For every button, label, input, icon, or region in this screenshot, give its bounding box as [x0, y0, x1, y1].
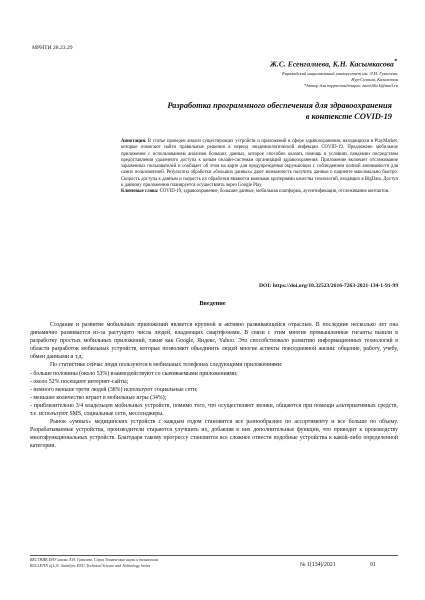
corresponding-mark: *: [393, 58, 397, 65]
paragraph: По статистике сейчас люди пользуются в мобильных телефонах следующими приложениями:: [50, 362, 283, 369]
authors: [270, 58, 397, 69]
affiliation-line: *Автор для корреспонденции: zami18a.k@mail.ru: [303, 83, 398, 89]
affiliation-line: Евразийский национальный университет им. Л.Н. Гумилева,: [282, 71, 398, 76]
affiliation: [262, 71, 398, 89]
abstract-label: Аннотация.: [121, 139, 147, 144]
affiliation-line: Нур-Султан, Казахстан: [351, 77, 398, 83]
list-item: - приблизительно 3/4 владельцев мобильных устройств, помимо того, что осуществляют звонки, общаются при помощи альтернативных средств, т.е. используют SMS, социальные сети, мессенджеры.: [30, 402, 398, 418]
page-number: 91: [370, 562, 376, 568]
title-line: Разработка программного обеспечения для здравоохранения: [167, 101, 392, 110]
journal-name-line: ВЕСТНИК ЕНУ имени Л.Н. Гумилева. Серия Технические науки и технологии: [30, 558, 159, 562]
footer-divider: [30, 555, 398, 556]
keywords-text: COVID-19, здравоохранение, большие данные, мобильная платформа, аутентификация, отслеживание контактов.: [159, 189, 390, 195]
title-line: в контексте COVID-19: [305, 111, 392, 121]
keywords-label: Ключевые слова:: [121, 189, 159, 195]
paper-title: [32, 101, 392, 122]
section-heading: Введение: [199, 300, 226, 307]
body-text: [30, 321, 398, 451]
journal-name-line: BULLETIN of L.N. Gumilyov ENU. Technical Science and Technology Series: [30, 563, 151, 568]
doi-link[interactable]: DOI: https://doi.org/10.32523/2616-7263-2021-134-1-91-99: [258, 283, 398, 289]
abstract-text: В статье проведен анализ существующих устройств и приложений в сфере здравоохранения, находящихся в PlayMarket, которые помогают найти правильные решения в период эпидемиологической инфекции COVID-19. Предложено мобильное приложение с использованием анализов больших данных, которое способно оказать помощь в условиях пандемии посредством предоставления удаленного доступа к целым онлайн-системам организаций здравоохранения. Приложение включает отслеживание зараженных пользователей и сообщает об этом на карте для предупреждения окружающих с соблюдением полной анонимности для самих пользователей. Результаты обработки «больших данных» дают возможность получить данные о пациенте максимально быстро. Скорость доступа к данным и скорость их обработки являются важными критериями качества технологий, входящих в BigData. Доступ к данному приложению планируется осуществлять через Google Play.: [121, 139, 399, 189]
paragraph: Создание и развитие мобильных приложений является крупной и активно развивающейся отраслью. В последние несколько лет она динамично развивается из-за растущего числа людей, владеющих смартфонами. В связи с этим многие промышленные гиганты вышли в разработку простых мобильных приложений, такие как Google, Яндекс, Yahoo. Это способствовало развитию информационных технологий в области разработок мобильных устройств, которые позволяют объединить людей многие аспекты повседневной жизни: общение, работу, учебу, обмен данными и т.д.: [30, 322, 398, 361]
issue-number: № 1(134)/2021: [300, 562, 336, 568]
mrnti-code: МРНТИ 28.23.29: [32, 45, 73, 51]
journal-name: [30, 558, 158, 569]
list-item: - немного меньше трети людей (38%) используют социальные сети;: [30, 386, 198, 393]
list-item: - больше половины (около 53%) взаимодействуют со скачиваемыми приложениями;: [30, 370, 238, 377]
author-names: Ж.С. Есенгалиева, К.Н. Касымкасова: [270, 59, 394, 69]
list-item: - меньшее количество играет в мобильные игры (34%);: [30, 394, 167, 401]
paragraph: Рынок «умных» медицинских устройств с каждым годом становится все разнообразнее по ассортименту и все больше по объему. Разрабатываемые устройства, производители стараются улучшить их, добавляя в них дополнительные функции, что приводит к производству многофункциональных устройств. Благодаря такому прогрессу становится все сложнее отнести подобные устройства к какой-либо определенной категории.: [30, 419, 398, 450]
list-item: - около 52% посещают интернет-сайты;: [30, 378, 129, 385]
abstract: [121, 139, 398, 196]
